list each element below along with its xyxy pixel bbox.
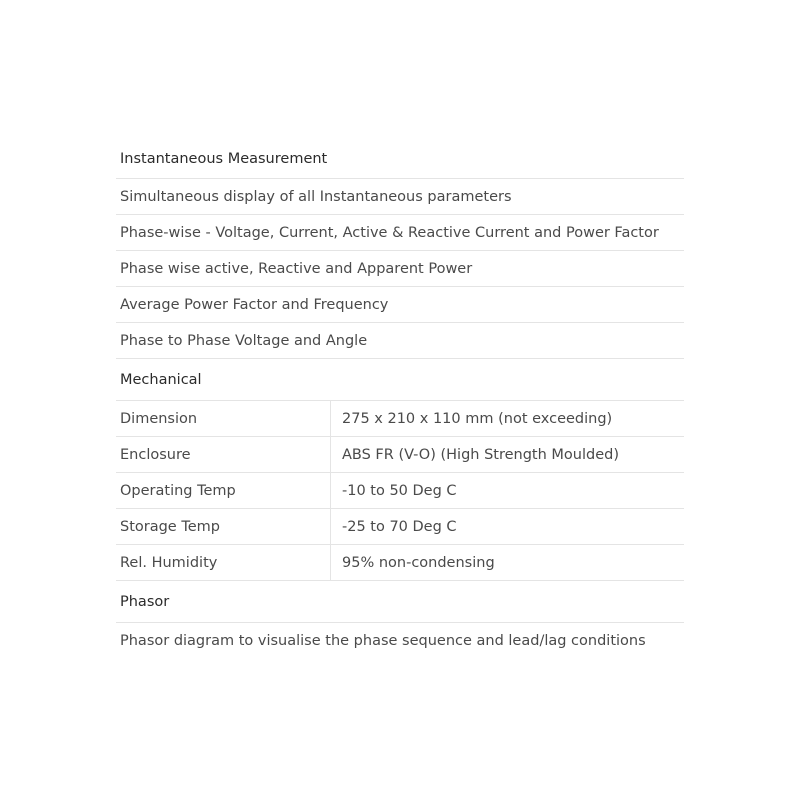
spec-row xyxy=(116,251,684,287)
spec-row xyxy=(116,179,684,215)
spec-text: Simultaneous display of all Instantaneous parameters xyxy=(120,188,512,205)
spec-row xyxy=(116,623,684,659)
spec-value: 95% non-condensing xyxy=(342,554,495,571)
spec-value: -10 to 50 Deg C xyxy=(342,482,457,499)
spec-row-storage-temp xyxy=(116,509,684,545)
spec-value: ABS FR (V-O) (High Strength Moulded) xyxy=(342,446,620,463)
spec-row-dimension xyxy=(116,401,684,437)
spec-key: Enclosure xyxy=(116,437,331,472)
section-heading-mechanical: Mechanical xyxy=(116,359,684,401)
spec-table xyxy=(116,140,684,659)
spec-text: Phase wise active, Reactive and Apparent Power xyxy=(120,260,473,277)
spec-text: Phase to Phase Voltage and Angle xyxy=(120,332,368,349)
spec-row-operating-temp xyxy=(116,473,684,509)
spec-key: Rel. Humidity xyxy=(116,545,331,580)
spec-text: Average Power Factor and Frequency xyxy=(120,296,389,313)
spec-row-enclosure xyxy=(116,437,684,473)
spec-row xyxy=(116,287,684,323)
spec-row-rel-humidity xyxy=(116,545,684,581)
section-heading-phasor: Phasor xyxy=(116,581,684,623)
spec-text: Phasor diagram to visualise the phase sequence and lead/lag conditions xyxy=(120,633,646,649)
spec-key: Operating Temp xyxy=(116,473,331,508)
spec-key: Storage Temp xyxy=(116,509,331,544)
section-heading-instantaneous-measurement: Instantaneous Measurement xyxy=(116,140,684,179)
spec-row xyxy=(116,215,684,251)
spec-key: Dimension xyxy=(116,401,331,436)
spec-text: Phase-wise - Voltage, Current, Active & Reactive Current and Power Factor xyxy=(120,224,659,241)
spec-value: -25 to 70 Deg C xyxy=(342,518,457,535)
spec-row xyxy=(116,323,684,359)
spec-value: 275 x 210 x 110 mm (not exceeding) xyxy=(342,410,613,427)
